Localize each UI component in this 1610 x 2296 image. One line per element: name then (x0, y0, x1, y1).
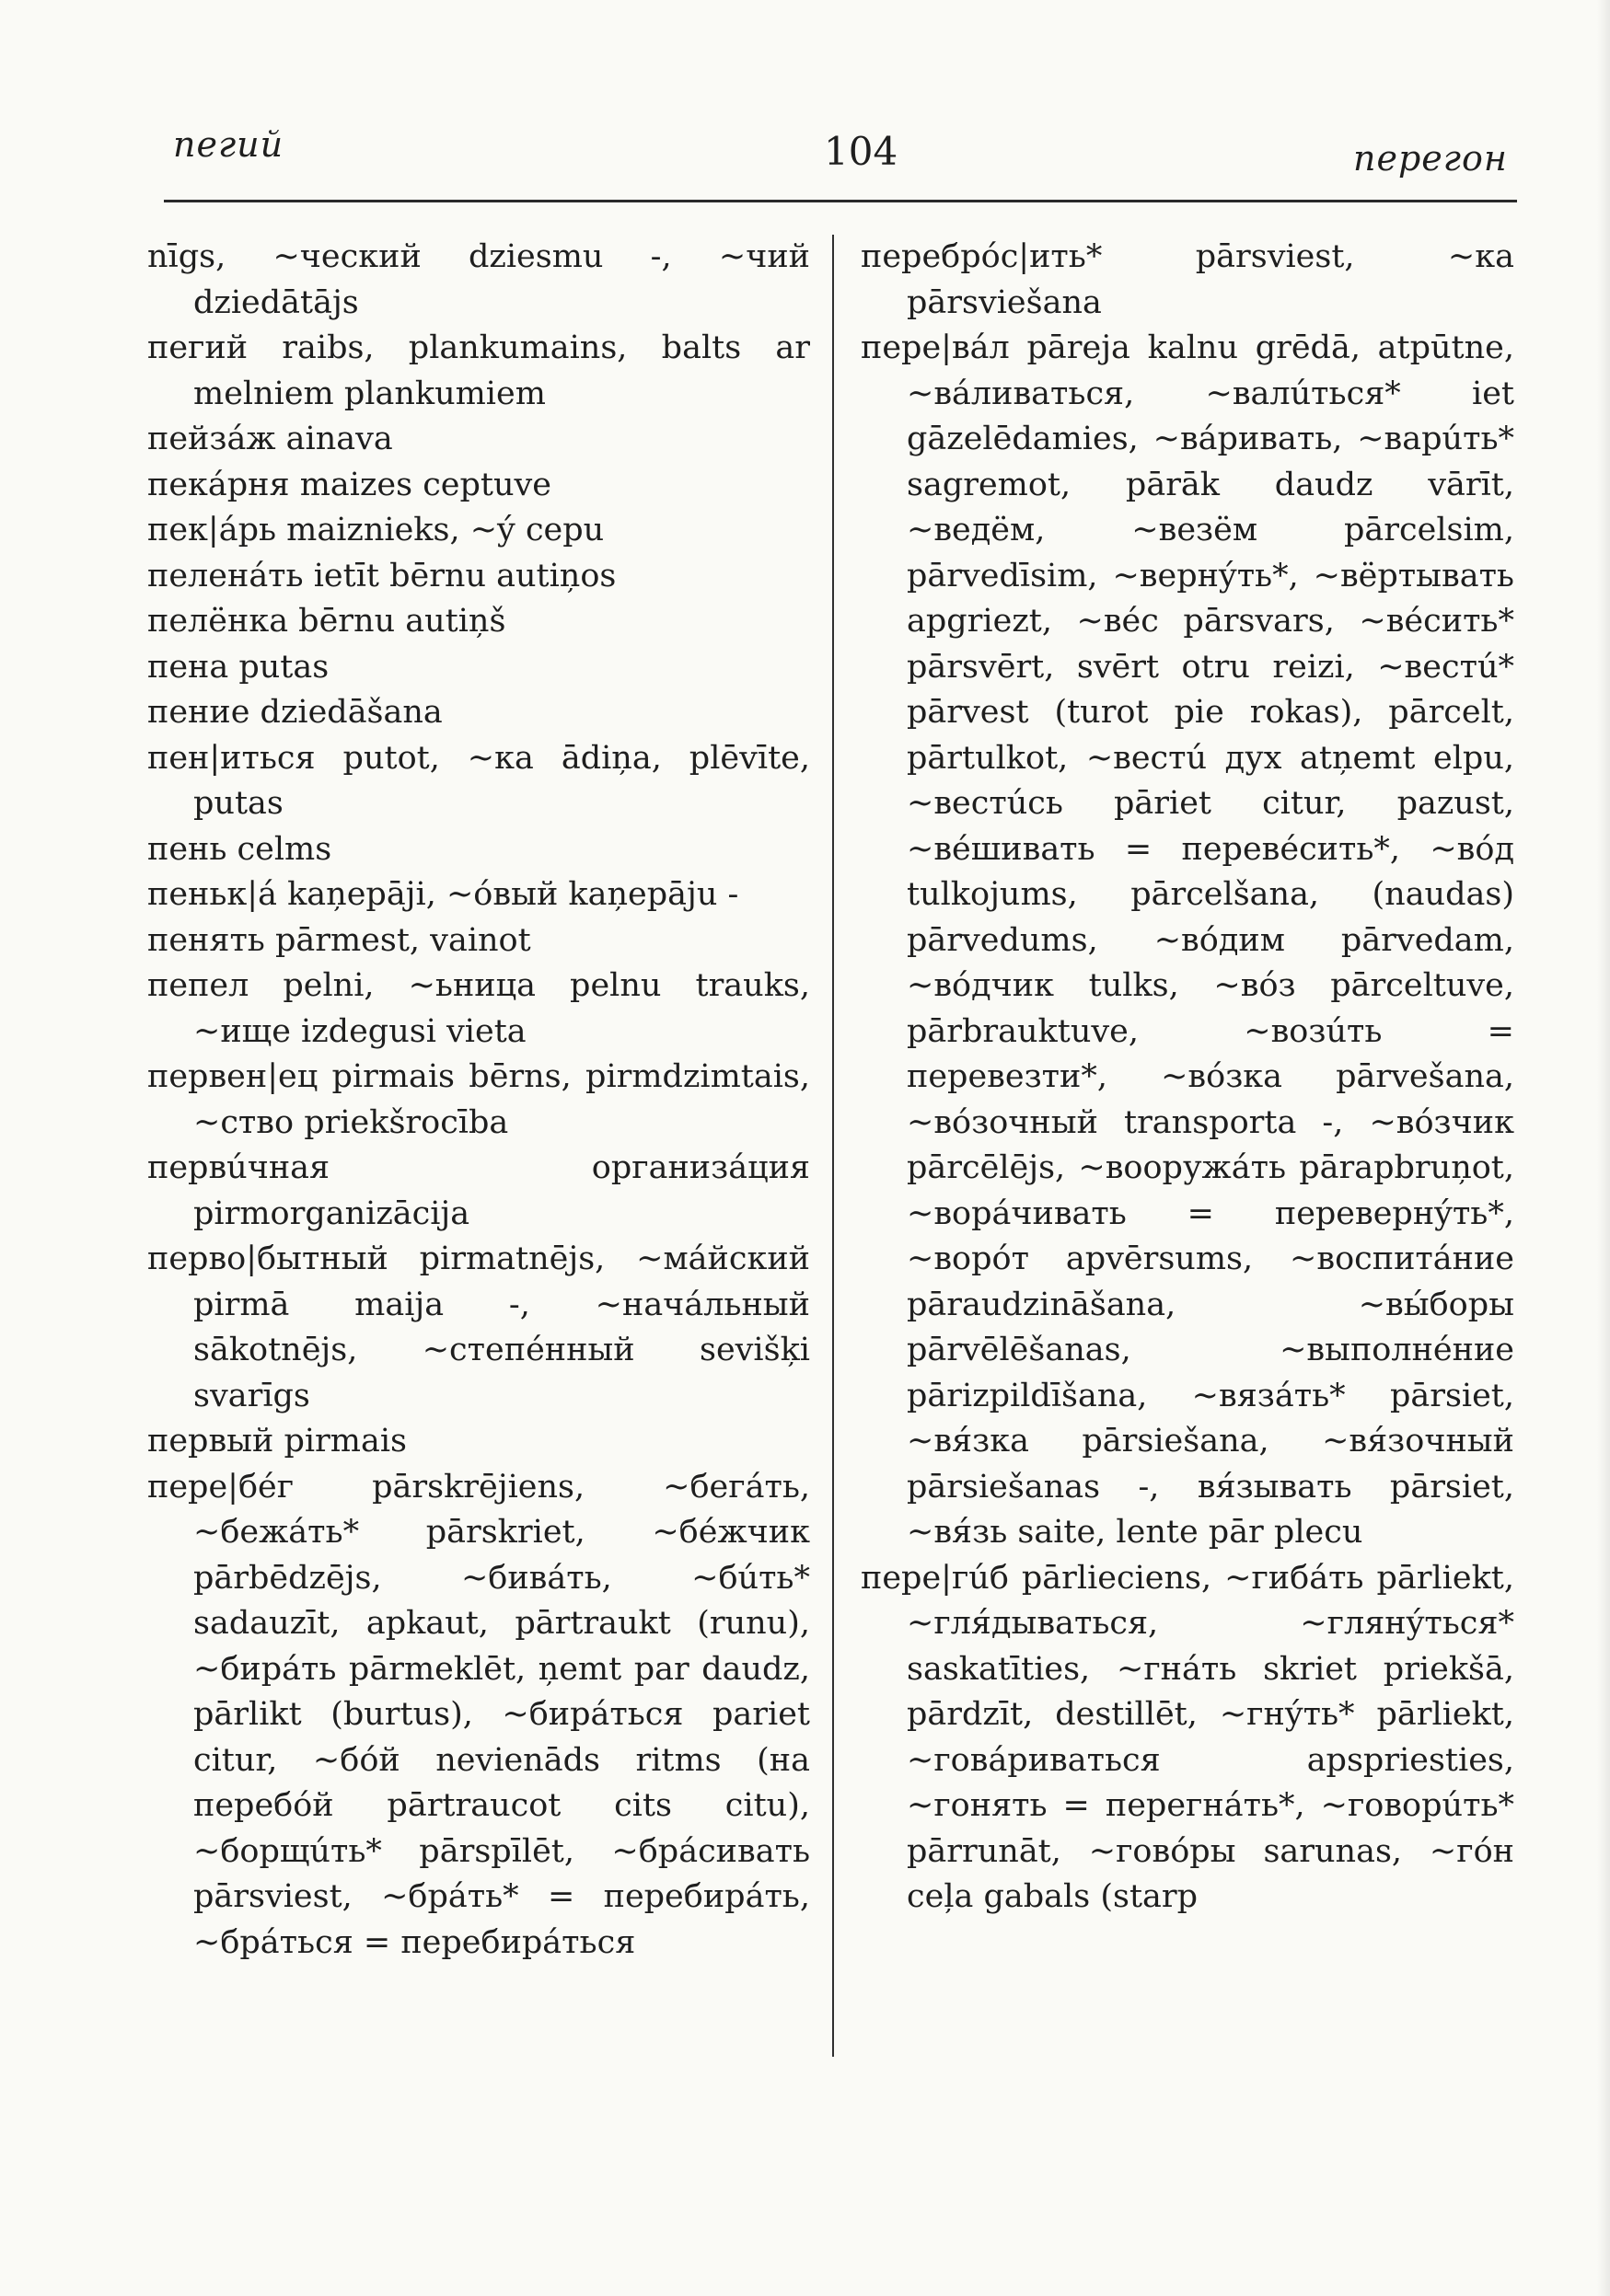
dictionary-entry: пеленáть ietīt bērnu autiņos (147, 557, 617, 594)
page-header (0, 0, 1610, 212)
dictionary-entry: первен|ец pirmais bērns, pirmdzimtais, ~ство priekšrocība (147, 1058, 810, 1141)
dictionary-entry: пепел pelni, ~ьница pelnu trauks, ~ище izdegusi vieta (147, 967, 810, 1050)
dictionary-entry: пение dziedāšana (147, 694, 443, 731)
header-first-word: пегий (173, 124, 284, 165)
dictionary-entry: пейзáж ainava (147, 421, 393, 457)
dictionary-entry: пек|áрь maiznieks, ~ý cepu (147, 512, 605, 548)
dictionary-entry: пеньк|á kaņepāji, ~óвый kaņepāju - (147, 876, 739, 913)
dictionary-entry: пень celms (147, 830, 332, 868)
right-column (861, 235, 1514, 1921)
dictionary-entry: пере|вáл pāreja kalnu grēdā, atpūtne, ~вáливаться, ~валúться* iet gāzelēdamies, ~вáривать, ~варúть* sagremot, pārāk daudz vārīt, ~ведём, ~везём pārcelsim, pārvedīsim, ~вернýть*, ~вёртывать apgriezt, ~вéс pārsvars, ~вéсить* pārsvērt, svērt otru reizi, ~вестú* pārvest (turot pie rokas), pārcelt, pārtulkot, ~вестú дух atņemt elpu, ~вестúсь pāriet citur, pazust, ~вéшивать = перевéсить*, ~вóд tulkojums, pārcelšana, (naudas) pārvedums, ~вóдим pārvedam, ~вóдчик tulks, ~вóз pārceltuve, pārbrauktuve, ~возúть = перевезти*, ~вóзка pārvešana, ~вóзочный transporta -, ~вóзчик pārcēlējs, ~вооружáть pārapbruņot, ~ворáчивать = перевернýть*, ~ворóт apvērsums, ~воспитáние pāraudzināšana, ~вы́боры pārvēlēšanas, ~выполнéние pārizpildīšana, ~вязáть* pārsiet, ~вя́зка pārsiešana, ~вя́зочный pārsiešanas -, вя́зывать pārsiet, ~вя́зь saite, lente pār plecu (861, 329, 1514, 1551)
dictionary-entry: пена putas (147, 648, 330, 686)
left-column (147, 235, 810, 1966)
dictionary-entry: пегий raibs, plankumains, balts ar melniem plankumiem (147, 329, 810, 412)
dictionary-entry: пекáрня maizes ceptuve (147, 466, 552, 503)
page-number: 104 (824, 129, 898, 174)
dictionary-entry: пере|гúб pārlieciens, ~гибáть pārliekt, ~гля́дываться, ~глянýться* saskatīties, ~гнáть skriet priekšā, pārdzīt, destillēt, ~гнýть* pārliekt, ~говáриваться apspriesties, ~гонять = перегнáть*, ~говорúть* pārrunāt, ~говóры sarunas, ~гóн ceļa gabals (starp (861, 1559, 1514, 1915)
dictionary-entry: пен|иться putot, ~ка ādiņa, plēvīte, putas (147, 739, 810, 822)
dictionary-entry: первúчная организáция pirmorganizācija (147, 1149, 810, 1232)
column-divider (832, 235, 834, 2057)
header-last-word: перегон (1353, 138, 1508, 179)
dictionary-entry: первый pirmais (147, 1423, 407, 1460)
page-edge-shadow (1597, 0, 1610, 2296)
dictionary-entry: перво|бытный pirmatnējs, ~мáйский pirmā maija -, ~начáльный sākotnējs, ~степéнный sevišķi svarīgs (147, 1240, 810, 1414)
dictionary-entry: пелёнка bērnu autiņš (147, 603, 506, 640)
dictionary-entry: пере|бéг pārskrējiens, ~бегáть, ~бежáть* pārskriet, ~бéжчик pārbēdzējs, ~бивáть, ~бúть* sadauzīt, apkaut, pārtraukt (runu), ~бирáть pārmeklēt, ņemt par daudz, pārlikt (burtus), ~бирáться pariet citur, ~бóй nevienāds ritms (на перебóй pārtraucot cits citu), ~борщúть* pārspīlēt, ~брáсивать pārsviest, ~брáть* = перебирáть, ~брáться = перебирáться (147, 1468, 810, 1961)
dictionary-entry: пенять pārmest, vainot (147, 921, 531, 959)
header-rule (164, 200, 1517, 202)
dictionary-entry: перебрóс|ить* pārsviest, ~ка pārsviešana (861, 238, 1514, 321)
dictionary-entry: nīgs, ~ческий dziesmu -, ~чий dziedātājs (147, 238, 810, 321)
